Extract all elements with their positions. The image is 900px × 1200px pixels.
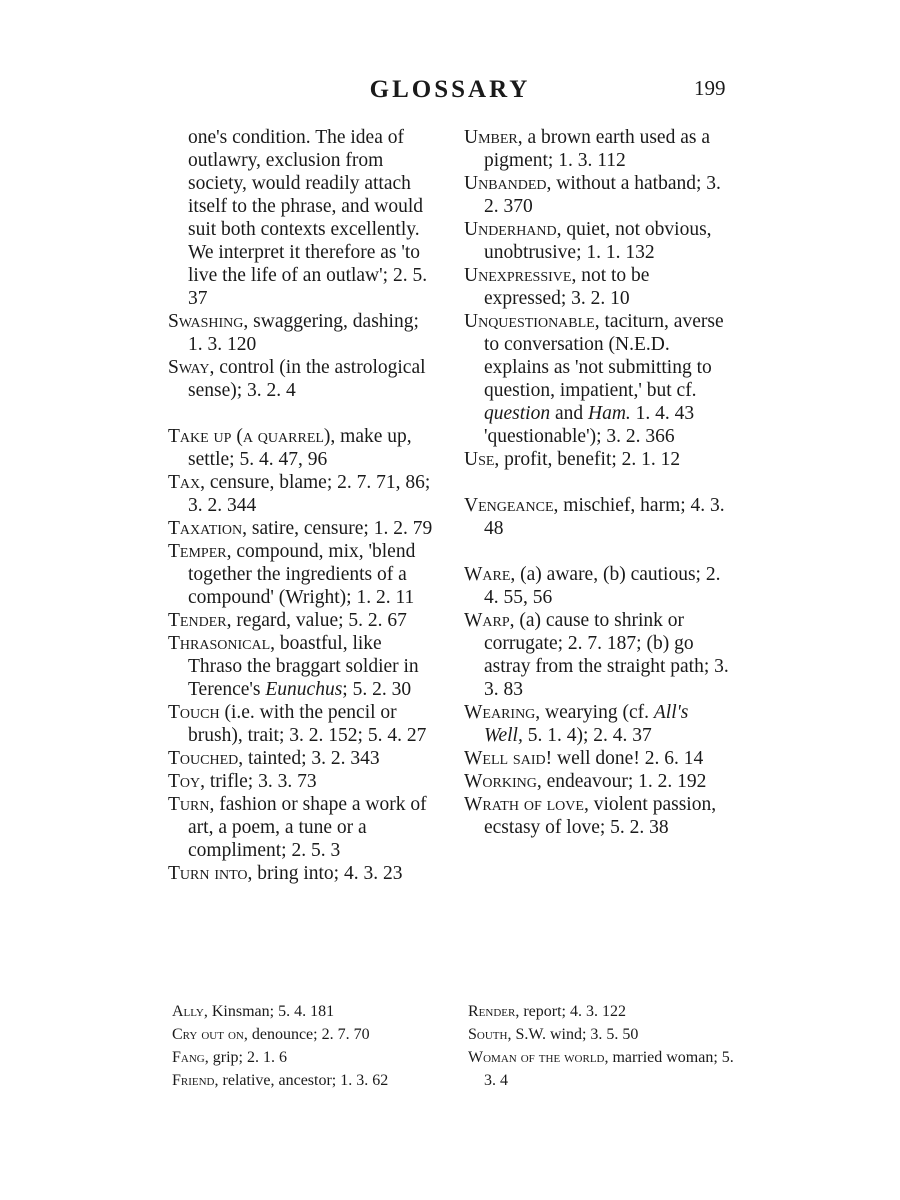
entry-definition: , trifle; 3. 3. 73 — [200, 771, 317, 792]
entry-definition: one's condition. The idea of outlawry, exclusion from society, would readily attach itself to the phrase, and would suit both contexts excellently. We interpret it therefore as 'to live the life of an outlaw'; 2. 5. 37 — [188, 127, 428, 309]
entry-headword: Swashing — [168, 311, 244, 332]
entry-headword: Vengeance — [464, 495, 554, 516]
entry-definition: , swaggering, dashing; 1. 3. 120 — [188, 311, 419, 355]
entry-headword: Turn into — [168, 863, 248, 884]
entry-definition: , boastful, like Thraso the braggart soldier in Terence's — [188, 633, 419, 700]
entry-headword: Use — [464, 449, 495, 470]
page-number: 199 — [694, 76, 726, 100]
entry-definition: , Kinsman; 5. 4. 181 — [203, 1003, 335, 1020]
entry-reference: 5. 1. 4); 2. 4. 37 — [522, 725, 652, 746]
entry-headword: South — [468, 1026, 508, 1043]
entry-definition: , without a hatband; 3. 2. 370 — [484, 173, 721, 217]
glossary-entry — [168, 632, 436, 701]
section-gap — [168, 402, 436, 425]
entry-definition: , control (in the astrological sense); 3. 2. 4 — [188, 357, 426, 401]
glossary-entry — [168, 540, 436, 609]
glossary-entry — [468, 1000, 738, 1023]
glossary-column-right — [464, 126, 730, 839]
entry-headword: Unexpressive — [464, 265, 572, 286]
entry-definition: , violent passion, ecstasy of love; 5. 2. 38 — [484, 794, 717, 838]
entry-headword: Cry out on — [172, 1026, 244, 1043]
entry-headword: Unbanded — [464, 173, 547, 194]
entry-headword: Woman of the world — [468, 1049, 605, 1066]
glossary-entry — [464, 494, 730, 540]
entry-headword: Unquestionable — [464, 311, 595, 332]
glossary-entry — [168, 310, 436, 356]
entry-headword: Fang — [172, 1049, 205, 1066]
entry-headword: Wearing — [464, 702, 536, 723]
entry-headword: Turn — [168, 794, 210, 815]
entry-definition: , wearying (cf. — [535, 702, 654, 723]
entry-headword: Take up (a quarrel) — [168, 426, 331, 447]
entry-headword: Tender — [168, 610, 227, 631]
glossary-entry — [464, 310, 730, 448]
entry-definition: , S.W. wind; 3. 5. 50 — [507, 1026, 639, 1043]
glossary-entry — [464, 563, 730, 609]
entry-headword: Thrasonical — [168, 633, 271, 654]
section-gap — [464, 471, 730, 494]
entry-definition: , not to be expressed; 3. 2. 10 — [484, 265, 650, 309]
entry-headword: Tax — [168, 472, 201, 493]
entry-headword: Warp — [464, 610, 510, 631]
entry-headword: Sway — [168, 357, 210, 378]
glossary-entry — [168, 356, 436, 402]
entry-headword: Friend — [172, 1072, 215, 1089]
glossary-entry — [168, 862, 436, 885]
entry-italic: All's Well, — [484, 702, 689, 746]
addenda-column-left — [172, 1000, 442, 1092]
glossary-entry — [464, 747, 730, 770]
entry-headword: Touched — [168, 748, 239, 769]
glossary-entry — [464, 448, 730, 471]
glossary-entry — [464, 770, 730, 793]
entry-headword: Well said! — [464, 748, 553, 769]
entry-definition: , make up, settle; 5. 4. 47, 96 — [188, 426, 412, 470]
entry-headword: Render — [468, 1003, 516, 1020]
entry-definition: , quiet, not obvious, unobtrusive; 1. 1. 132 — [484, 219, 712, 263]
entry-definition: , relative, ancestor; 1. 3. 62 — [214, 1072, 389, 1089]
entry-definition: , fashion or shape a work of art, a poem, a tune or a compliment; 2. 5. 3 — [188, 794, 427, 861]
glossary-entry — [168, 770, 436, 793]
addenda-column-right — [468, 1000, 738, 1092]
glossary-entry — [468, 1046, 738, 1092]
entry-headword: Ally — [172, 1003, 204, 1020]
glossary-entry — [464, 609, 730, 701]
entry-headword: Taxation — [168, 518, 243, 539]
entry-headword: Wrath of love — [464, 794, 584, 815]
entry-definition: , (a) cause to shrink or corrugate; 2. 7. 187; (b) go astray from the straight path; 3. 3. 83 — [484, 610, 729, 700]
entry-definition: , tainted; 3. 2. 343 — [238, 748, 380, 769]
entry-definition: , profit, benefit; 2. 1. 12 — [494, 449, 681, 470]
glossary-entry — [168, 471, 436, 517]
entry-definition: , report; 4. 3. 122 — [515, 1003, 626, 1020]
entry-definition: well done! 2. 6. 14 — [552, 748, 704, 769]
glossary-entry — [172, 1023, 442, 1046]
entry-reference: ; 5. 2. 30 — [342, 679, 412, 700]
glossary-entry — [172, 1000, 442, 1023]
entry-reference: 1. 4. 43 'questionable'); 3. 2. 366 — [484, 403, 695, 447]
glossary-entry — [168, 517, 436, 540]
entry-italic: Ham. — [588, 403, 631, 424]
glossary-entry — [168, 126, 436, 310]
page-header — [0, 76, 900, 110]
entry-headword: Underhand — [464, 219, 557, 240]
entry-italic: question — [484, 403, 551, 424]
page-title: GLOSSARY — [369, 76, 531, 103]
entry-headword: Umber — [464, 127, 518, 148]
glossary-entry — [168, 793, 436, 862]
glossary-entry — [168, 747, 436, 770]
entry-definition: , bring into; 4. 3. 23 — [247, 863, 403, 884]
entry-definition: , (a) aware, (b) cautious; 2. 4. 55, 56 — [484, 564, 721, 608]
entry-definition: and — [550, 403, 588, 424]
entry-headword: Toy — [168, 771, 201, 792]
entry-definition: , married woman; 5. 3. 4 — [484, 1049, 734, 1089]
glossary-entry — [464, 701, 730, 747]
glossary-entry — [168, 609, 436, 632]
entry-headword: Temper — [168, 541, 227, 562]
section-gap — [464, 540, 730, 563]
glossary-entry — [464, 172, 730, 218]
glossary-entry — [464, 264, 730, 310]
glossary-entry — [464, 126, 730, 172]
glossary-entry — [168, 425, 436, 471]
entry-italic: Eunuchus — [265, 679, 343, 700]
entry-definition: , satire, censure; 1. 2. 79 — [242, 518, 433, 539]
entry-definition: , grip; 2. 1. 6 — [204, 1049, 287, 1066]
glossary-entry — [468, 1023, 738, 1046]
glossary-entry — [464, 793, 730, 839]
entry-definition: , endeavour; 1. 2. 192 — [536, 771, 707, 792]
entry-definition: , mischief, harm; 4. 3. 48 — [484, 495, 725, 539]
glossary-entry — [464, 218, 730, 264]
entry-headword: Touch — [168, 702, 220, 723]
entry-definition: , compound, mix, 'blend together the ingredients of a compound' (Wright); 1. 2. 11 — [188, 541, 416, 608]
glossary-column-left — [168, 126, 436, 885]
entry-definition: , a brown earth used as a pigment; 1. 3. 112 — [484, 127, 710, 171]
glossary-entry — [168, 701, 436, 747]
entry-definition: , taciturn, averse to conversation (N.E.D. explains as 'not submitting to question, impatient,' but cf. — [484, 311, 724, 401]
entry-definition: (i.e. with the pencil or brush), trait; 3. 2. 152; 5. 4. 27 — [188, 702, 427, 746]
entry-definition: , denounce; 2. 7. 70 — [243, 1026, 370, 1043]
glossary-entry — [172, 1069, 442, 1092]
glossary-entry — [172, 1046, 442, 1069]
entry-headword: Ware — [464, 564, 511, 585]
entry-headword: Working — [464, 771, 537, 792]
entry-definition: , censure, blame; 2. 7. 71, 86; 3. 2. 344 — [188, 472, 431, 516]
entry-definition: , regard, value; 5. 2. 67 — [226, 610, 407, 631]
